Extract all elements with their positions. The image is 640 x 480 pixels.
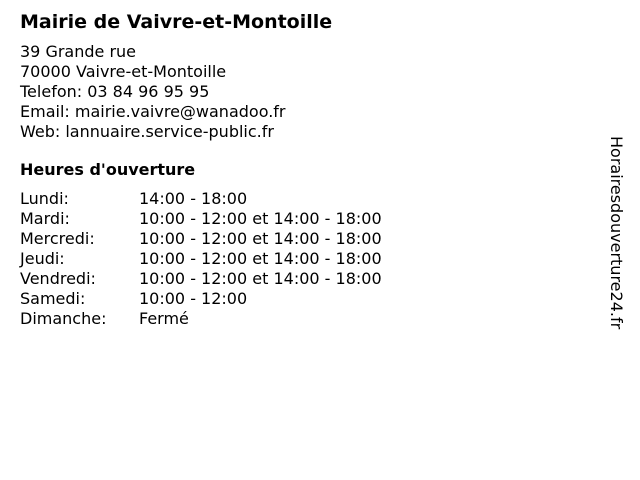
hours-row-mercredi — [20, 229, 600, 249]
business-card — [20, 10, 600, 329]
time-range: Fermé — [139, 309, 189, 328]
time-range: 10:00 - 12:00 et 14:00 - 18:00 — [139, 209, 382, 228]
day-label: Jeudi: — [20, 249, 65, 268]
time-range: 14:00 - 18:00 — [139, 189, 248, 208]
website-address: Web: lannuaire.service-public.fr — [20, 122, 274, 141]
day-label: Vendredi: — [20, 269, 96, 288]
business-name: Mairie de Vaivre-et-Montoille — [20, 11, 333, 33]
time-range: 10:00 - 12:00 — [139, 289, 248, 308]
hours-row-mardi — [20, 209, 600, 229]
hours-row-dimanche — [20, 309, 600, 329]
hours-row-jeudi — [20, 249, 600, 269]
hours-row-vendredi — [20, 269, 600, 289]
day-label: Lundi: — [20, 189, 69, 208]
email-address: Email: mairie.vaivre@wanadoo.fr — [20, 102, 286, 121]
day-label: Dimanche: — [20, 309, 107, 328]
city-address: 70000 Vaivre-et-Montoille — [20, 62, 227, 81]
day-label: Samedi: — [20, 289, 86, 308]
hours-row-samedi — [20, 289, 600, 309]
street-address: 39 Grande rue — [20, 42, 137, 61]
day-label: Mardi: — [20, 209, 70, 228]
phone-number: Telefon: 03 84 96 95 95 — [20, 82, 210, 101]
site-watermark: Horairesdouverture24.fr — [607, 136, 626, 330]
time-range: 10:00 - 12:00 et 14:00 - 18:00 — [139, 269, 382, 288]
time-range: 10:00 - 12:00 et 14:00 - 18:00 — [139, 249, 382, 268]
opening-hours-heading: Heures d'ouverture — [20, 160, 196, 179]
contact-info — [20, 42, 600, 142]
hours-row-lundi — [20, 189, 600, 209]
time-range: 10:00 - 12:00 et 14:00 - 18:00 — [139, 229, 382, 248]
opening-hours-list — [20, 189, 600, 329]
day-label: Mercredi: — [20, 229, 95, 248]
